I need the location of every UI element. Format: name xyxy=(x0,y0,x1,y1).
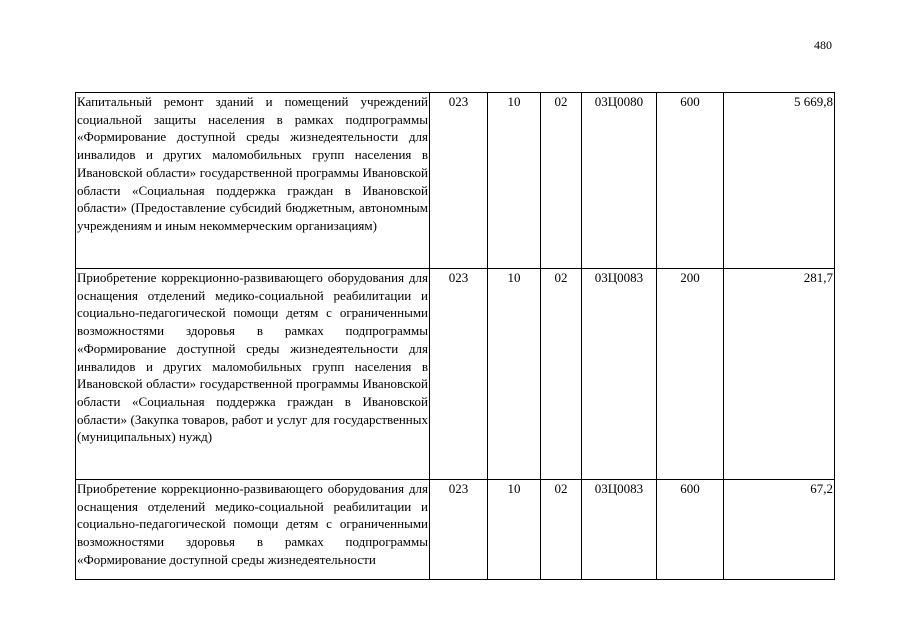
subsection-code: 02 xyxy=(541,480,582,580)
row-description: Капитальный ремонт зданий и помещений учреждений социальной защиты населения в рамках подпрограммы «Формирование доступной среды жизнедеятельности для инвалидов и других маломобильных групп населения в Ивановской области» государственной программы Ивановской области «Социальная поддержка граждан в Ивановской области» (Предоставление субсидий бюджетным, автономным учреждениям и иным некоммерческим организациям) xyxy=(76,93,430,269)
row-description: Приобретение коррекционно-развивающего оборудования для оснащения отделений медико-социальной реабилитации и социально-педагогической помощи детям с ограниченными возможностями здоровья в рамках подпрограммы «Формирование доступной среды жизнедеятельности xyxy=(76,480,430,580)
ministry-code: 023 xyxy=(430,480,488,580)
budget-table xyxy=(75,92,835,580)
section-code: 10 xyxy=(488,480,541,580)
expense-type-code: 200 xyxy=(657,269,724,480)
page-number: 480 xyxy=(814,38,832,52)
section-code: 10 xyxy=(488,93,541,269)
amount: 5 669,8 xyxy=(724,93,835,269)
row-description: Приобретение коррекционно-развивающего оборудования для оснащения отделений медико-социальной реабилитации и социально-педагогической помощи детям с ограниченными возможностями здоровья в рамках подпрограммы «Формирование доступной среды жизнедеятельности для инвалидов и других маломобильных групп населения в Ивановской области» государственной программы Ивановской области «Социальная поддержка граждан в Ивановской области» (Закупка товаров, работ и услуг для государственных (муниципальных) нужд) xyxy=(76,269,430,480)
amount: 67,2 xyxy=(724,480,835,580)
amount: 281,7 xyxy=(724,269,835,480)
target-code: 03Ц0083 xyxy=(582,269,657,480)
table-row xyxy=(76,269,835,480)
subsection-code: 02 xyxy=(541,269,582,480)
table-row xyxy=(76,480,835,580)
table-row xyxy=(76,93,835,269)
section-code: 10 xyxy=(488,269,541,480)
target-code: 03Ц0080 xyxy=(582,93,657,269)
expense-type-code: 600 xyxy=(657,480,724,580)
expense-type-code: 600 xyxy=(657,93,724,269)
ministry-code: 023 xyxy=(430,93,488,269)
target-code: 03Ц0083 xyxy=(582,480,657,580)
subsection-code: 02 xyxy=(541,93,582,269)
ministry-code: 023 xyxy=(430,269,488,480)
